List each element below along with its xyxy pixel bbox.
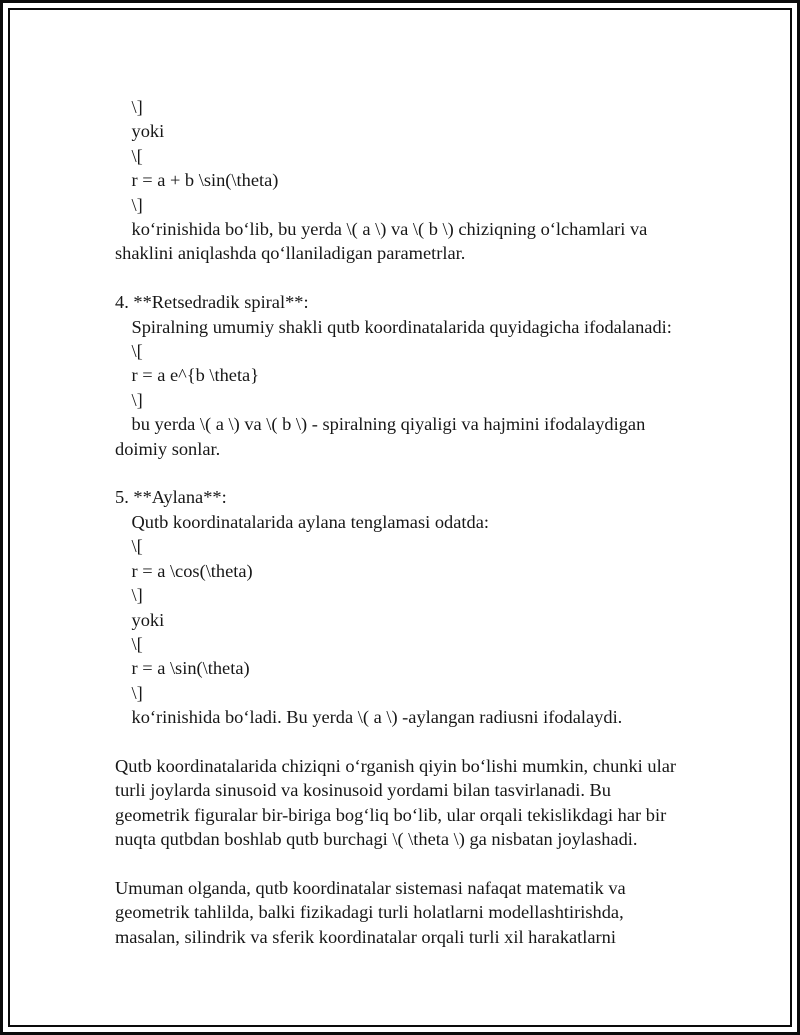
text-line: r = a \sin(\theta)	[131, 658, 250, 679]
text-line: Umuman olganda, qutb koordinatalar sistemasi nafaqat matematik va	[115, 877, 626, 898]
document-page	[7, 7, 793, 1028]
text-line: \]	[131, 389, 143, 410]
text-line: \[	[131, 536, 143, 557]
text-line: masalan, silindrik va sferik koordinatalar orqali turli xil harakatlarni	[115, 926, 616, 947]
text-line: Qutb koordinatalarida chiziqni oʻrganish qiyin boʻlishi mumkin, chunki ular	[115, 755, 676, 776]
text-line: 5. **Aylana**:	[115, 487, 227, 508]
text-line: yoki	[131, 609, 165, 630]
blank-line	[115, 730, 773, 754]
text-line: r = a \cos(\theta)	[131, 560, 253, 581]
text-line: geometrik tahlilda, balki fizikadagi turli holatlarni modellashtirishda,	[115, 902, 624, 923]
text-line: Spiralning umumiy shakli qutb koordinatalarida quyidagicha ifodalanadi:	[131, 316, 672, 337]
text-line: \]	[131, 97, 143, 117]
text-line: r = a e^{b \theta}	[131, 365, 260, 386]
text-line: koʻrinishida boʻladi. Bu yerda \( a \) -aylangan radiusni ifodalaydi.	[131, 707, 623, 728]
text-line: 4. **Retsedradik spiral**:	[115, 292, 309, 313]
blank-line	[115, 461, 773, 485]
text-line: \[	[131, 145, 143, 166]
text-line: \]	[131, 585, 143, 606]
text-line: Qutb koordinatalarida aylana tenglamasi odatda:	[131, 511, 489, 532]
text-line: shaklini aniqlashda qoʻllaniladigan parametrlar.	[115, 243, 466, 264]
text-line: yoki	[131, 121, 165, 142]
text-line: nuqta qutbdan boshlab qutb burchagi \( \theta \) ga nisbatan joylashadi.	[115, 829, 638, 850]
text-line: bu yerda \( a \) va \( b \) - spiralning qiyaligi va hajmini ifodalaydigan	[131, 414, 646, 435]
text-line: \[	[131, 633, 143, 654]
text-line: \]	[131, 194, 143, 215]
blank-line	[115, 852, 773, 876]
text-line: geometrik figuralar bir-biriga bogʻliq boʻlib, ular orqali tekislikdagi har bir	[115, 804, 667, 825]
text-line: turli joylarda sinusoid va kosinusoid yordami bilan tasvirlanadi. Bu	[115, 780, 611, 801]
text-line: r = a + b \sin(\theta)	[131, 170, 279, 191]
text-line: doimiy sonlar.	[115, 438, 221, 459]
text-line: koʻrinishida boʻlib, bu yerda \( a \) va \( b \) chiziqning oʻlchamlari va	[131, 219, 648, 240]
text-line: \]	[131, 682, 143, 703]
blank-line	[115, 266, 773, 290]
text-line: \[	[131, 341, 143, 362]
